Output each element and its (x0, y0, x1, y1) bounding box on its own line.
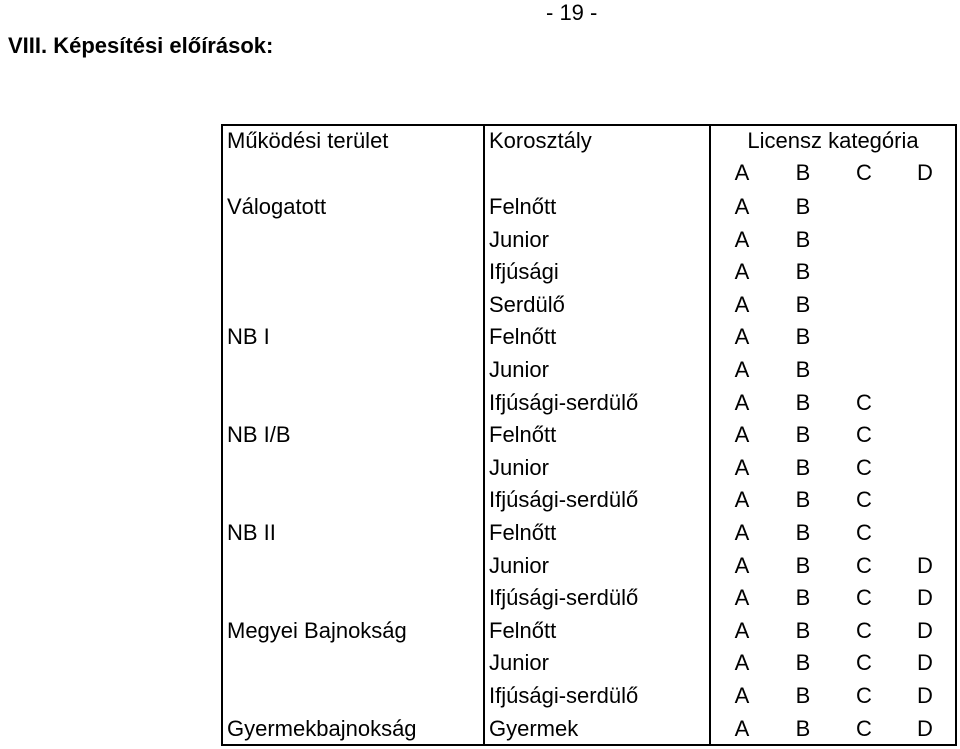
row-age-group: Serdülő (489, 292, 565, 317)
row-area: NB I (227, 324, 270, 349)
row-license-d (896, 290, 954, 320)
table-divider-area-age (483, 124, 485, 746)
license-letter-a: A (734, 160, 750, 185)
row-license-a: A (734, 618, 750, 643)
row-license-d: D (917, 650, 933, 675)
row-license-d (896, 485, 954, 515)
row-license-a: A (734, 227, 750, 252)
row-license-b: B (795, 194, 811, 219)
section-title: VIII. Képesítési előírások: (8, 33, 274, 58)
row-license-a: A (734, 553, 750, 578)
row-age-group: Felnőtt (489, 324, 557, 349)
row-license-a: A (734, 259, 750, 284)
row-age-group: Felnőtt (489, 422, 557, 447)
row-license-d: D (917, 585, 933, 610)
row-area: NB I/B (227, 422, 291, 447)
license-letter-c: C (856, 160, 872, 185)
row-license-d: D (917, 683, 933, 708)
row-license-d: D (917, 618, 933, 643)
row-license-c: C (856, 487, 872, 512)
header-age-group: Korosztály (489, 128, 592, 153)
license-letter-b: B (795, 160, 811, 185)
row-license-d (896, 355, 954, 385)
row-area: Gyermekbajnokság (227, 716, 417, 741)
row-license-a: A (734, 683, 750, 708)
license-letters-row (711, 158, 955, 188)
row-license-a: A (734, 194, 750, 219)
page-number: - 19 - (546, 0, 598, 25)
row-license-a: A (734, 455, 750, 480)
row-license-a: A (734, 390, 750, 415)
row-license-c: C (856, 650, 872, 675)
row-age-group: Junior (489, 650, 549, 675)
row-license-b: B (795, 683, 811, 708)
row-license-b: B (795, 259, 811, 284)
row-license-d (896, 192, 954, 222)
row-age-group: Junior (489, 553, 549, 578)
row-license-c (835, 257, 893, 287)
row-license-b: B (795, 650, 811, 675)
row-license-b: B (795, 487, 811, 512)
row-license-a: A (734, 422, 750, 447)
row-license-a: A (734, 520, 750, 545)
row-license-c: C (856, 683, 872, 708)
row-age-group: Junior (489, 455, 549, 480)
row-license-b: B (795, 520, 811, 545)
row-license-c (835, 322, 893, 352)
row-age-group: Junior (489, 357, 549, 382)
row-license-a: A (734, 650, 750, 675)
row-license-c: C (856, 585, 872, 610)
row-license-b: B (795, 390, 811, 415)
row-license-b: B (795, 618, 811, 643)
row-age-group: Gyermek (489, 716, 579, 741)
row-age-group: Ifjúsági-serdülő (489, 487, 639, 512)
row-license-d (896, 453, 954, 483)
row-age-group: Ifjúsági (489, 259, 559, 284)
row-age-group: Felnőtt (489, 618, 557, 643)
license-letter-d: D (917, 160, 933, 185)
row-license-c (835, 192, 893, 222)
table-border-bottom (221, 744, 957, 746)
row-license-b: B (795, 553, 811, 578)
row-area: Válogatott (227, 194, 327, 219)
row-license-c (835, 225, 893, 255)
row-license-c: C (856, 390, 872, 415)
header-license: Licensz kategória (747, 128, 919, 153)
row-license-a: A (734, 292, 750, 317)
row-license-b: B (795, 716, 811, 741)
row-license-c: C (856, 618, 872, 643)
row-license-b: B (795, 292, 811, 317)
row-license-c: C (856, 422, 872, 447)
row-license-c: C (856, 520, 872, 545)
row-license-c: C (856, 716, 872, 741)
row-license-a: A (734, 716, 750, 741)
row-license-d (896, 257, 954, 287)
header-area: Működési terület (227, 128, 389, 153)
row-license-c (835, 355, 893, 385)
row-license-d (896, 420, 954, 450)
row-license-d (896, 518, 954, 548)
table-border-right (955, 124, 957, 746)
table-border-left (221, 124, 223, 746)
row-license-c: C (856, 455, 872, 480)
row-license-c (835, 290, 893, 320)
row-license-d: D (917, 553, 933, 578)
license-requirements-table (221, 124, 957, 746)
row-license-b: B (795, 585, 811, 610)
row-license-d (896, 388, 954, 418)
row-area: Megyei Bajnokság (227, 618, 407, 643)
row-license-a: A (734, 324, 750, 349)
row-license-b: B (795, 422, 811, 447)
row-license-a: A (734, 357, 750, 382)
row-age-group: Ifjúsági-serdülő (489, 683, 639, 708)
row-license-b: B (795, 357, 811, 382)
row-license-b: B (795, 324, 811, 349)
row-license-d (896, 322, 954, 352)
row-license-d (896, 225, 954, 255)
row-license-b: B (795, 227, 811, 252)
row-age-group: Ifjúsági-serdülő (489, 390, 639, 415)
row-license-a: A (734, 585, 750, 610)
row-license-d: D (917, 716, 933, 741)
row-license-b: B (795, 455, 811, 480)
row-age-group: Junior (489, 227, 549, 252)
row-age-group: Ifjúsági-serdülő (489, 585, 639, 610)
row-age-group: Felnőtt (489, 194, 557, 219)
row-age-group: Felnőtt (489, 520, 557, 545)
table-divider-age-license (709, 124, 711, 746)
row-area: NB II (227, 520, 276, 545)
row-license-a: A (734, 487, 750, 512)
row-license-c: C (856, 553, 872, 578)
